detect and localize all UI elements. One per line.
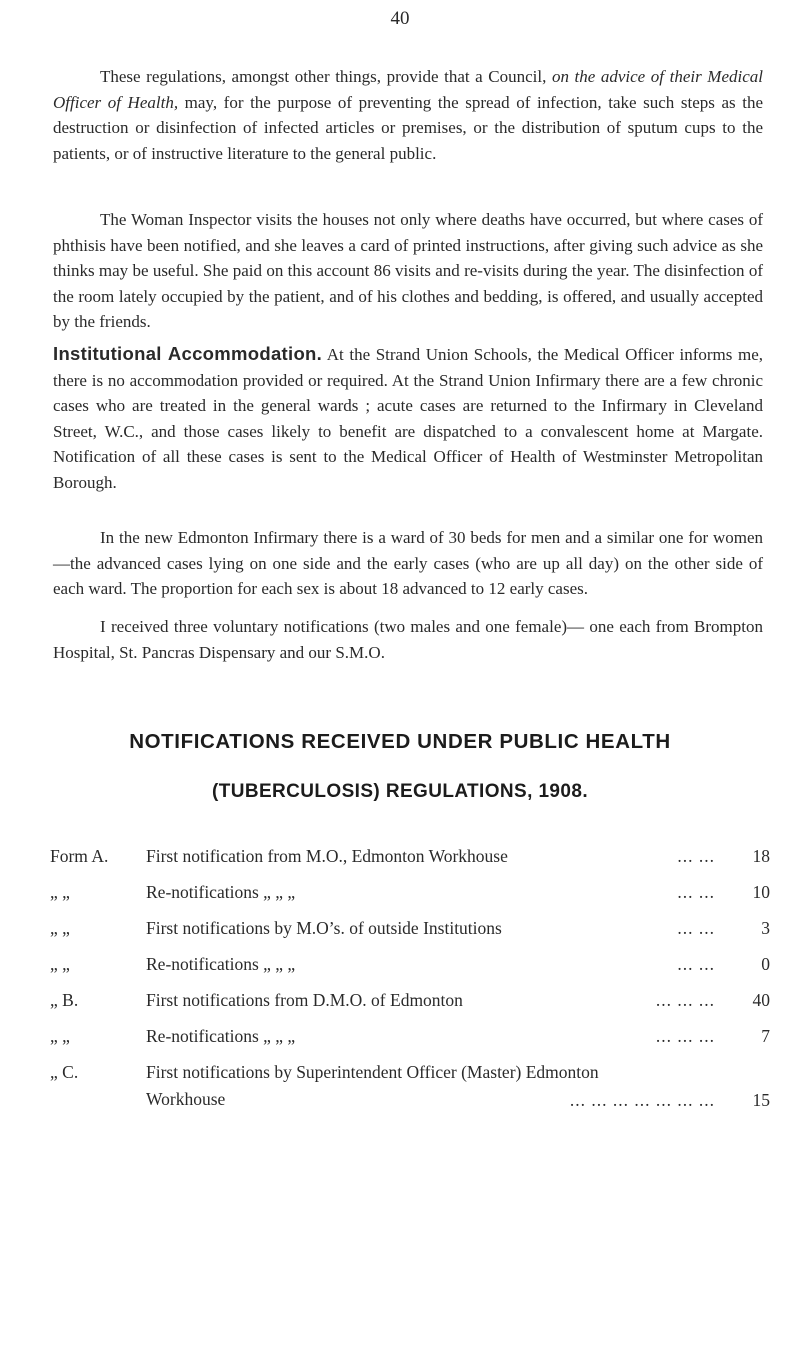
form-label: „ C. bbox=[50, 1062, 79, 1082]
leader-dots: ... ... ... bbox=[655, 1026, 715, 1046]
table-row bbox=[50, 882, 770, 918]
row-description: First notifications by M.O’s. of outside Institutions bbox=[146, 918, 502, 938]
paragraph-woman-inspector: The Woman Inspector visits the houses not only where deaths have occurred, but where cases of phthisis have been notified, and she leaves a card of printed instructions, after giving such advice as she thinks may be useful. She paid on this account 86 visits and re-visits during the year. The disinfection of the room lately occupied by the patient, and of his clothes and bedding, is offered, and usually accepted by the friends. bbox=[53, 210, 763, 331]
row-value: 18 bbox=[752, 846, 770, 866]
table-heading-line-1: NOTIFICATIONS RECEIVED UNDER PUBLIC HEALTH bbox=[129, 730, 671, 753]
page-number: 40 bbox=[390, 8, 410, 29]
notifications-table bbox=[50, 846, 770, 1126]
form-label: „ „ bbox=[50, 918, 70, 938]
row-value: 15 bbox=[752, 1090, 770, 1110]
row-value: 40 bbox=[752, 990, 770, 1010]
form-label: „ „ bbox=[50, 882, 70, 902]
leader-dots: ... ... bbox=[677, 846, 715, 866]
form-label: „ „ bbox=[50, 954, 70, 974]
leader-dots: ... ... bbox=[677, 882, 715, 902]
row-value: 7 bbox=[761, 1026, 770, 1046]
paragraph-voluntary-notifications: I received three voluntary notifications (two males and one female)— one each from Brompton Hospital, St. Pancras Dispensary and our S.M.O. bbox=[53, 617, 763, 662]
leader-dots: ... ... bbox=[677, 918, 715, 938]
paragraph-italic-text: on the advice of their Medical Officer of Health, bbox=[53, 67, 763, 112]
paragraph-text: These regulations, amongst other things, provide that a Council, bbox=[100, 67, 552, 86]
form-label: Form A. bbox=[50, 846, 109, 866]
row-description-line: First notifications by Superintendent Officer (Master) Edmonton bbox=[146, 1062, 599, 1082]
table-row bbox=[50, 990, 770, 1026]
table-row bbox=[50, 954, 770, 990]
table-heading-line-2: (TUBERCULOSIS) REGULATIONS, 1908. bbox=[212, 781, 588, 802]
form-label: „ B. bbox=[50, 990, 79, 1010]
paragraph-text: At the Strand Union Schools, the Medical Officer informs me, there is no accommodation provided or required. At the Strand Union Infirmary there are a few chronic cases who are treated in the general wards ; acute cases are returned to the Infirmary in Cleveland Street, W.C., and those cases likely to benefit are dispatched to a convalescent home at Margate. Notification of all these cases is sent to the Medical Officer of Health of Westminster Metropolitan Borough. bbox=[53, 345, 763, 492]
paragraph-edmonton-infirmary: In the new Edmonton Infirmary there is a ward of 30 beds for men and a similar one for women—the advanced cases lying on one side and the early cases (who are up all day) on the other side of each ward. The proportion for each sex is about 18 advanced to 12 early cases. bbox=[53, 528, 763, 598]
section-heading: Institutional Accommodation. bbox=[53, 343, 323, 364]
row-description: Re-notifications „ „ „ bbox=[146, 954, 296, 974]
row-description: Re-notifications „ „ „ bbox=[146, 1026, 296, 1046]
form-label: „ „ bbox=[50, 1026, 70, 1046]
paragraph-text: may, for the purpose of preventing the spread of infection, take such steps as the destruction or disinfection of infected articles or premises, or the distribution of sputum cups to the patients, or of instructive literature to the general public. bbox=[53, 92, 763, 163]
row-value: 3 bbox=[761, 918, 770, 938]
leader-dots: ... ... ... ... ... ... ... bbox=[569, 1090, 715, 1110]
leader-dots: ... ... ... bbox=[655, 990, 715, 1010]
row-value: 10 bbox=[752, 882, 770, 902]
paragraph-regulations bbox=[53, 64, 763, 166]
row-description: Re-notifications „ „ „ bbox=[146, 882, 296, 902]
leader-dots: ... ... bbox=[677, 954, 715, 974]
table-row bbox=[50, 1026, 770, 1062]
row-value: 0 bbox=[761, 954, 770, 974]
row-description: First notifications from D.M.O. of Edmonton bbox=[146, 990, 463, 1010]
row-description-continuation: Workhouse bbox=[146, 1089, 226, 1109]
table-row bbox=[50, 1062, 770, 1126]
table-row bbox=[50, 846, 770, 882]
paragraph-institutional-accommodation bbox=[53, 341, 763, 495]
row-description: First notification from M.O., Edmonton Workhouse bbox=[146, 846, 508, 866]
table-row bbox=[50, 918, 770, 954]
